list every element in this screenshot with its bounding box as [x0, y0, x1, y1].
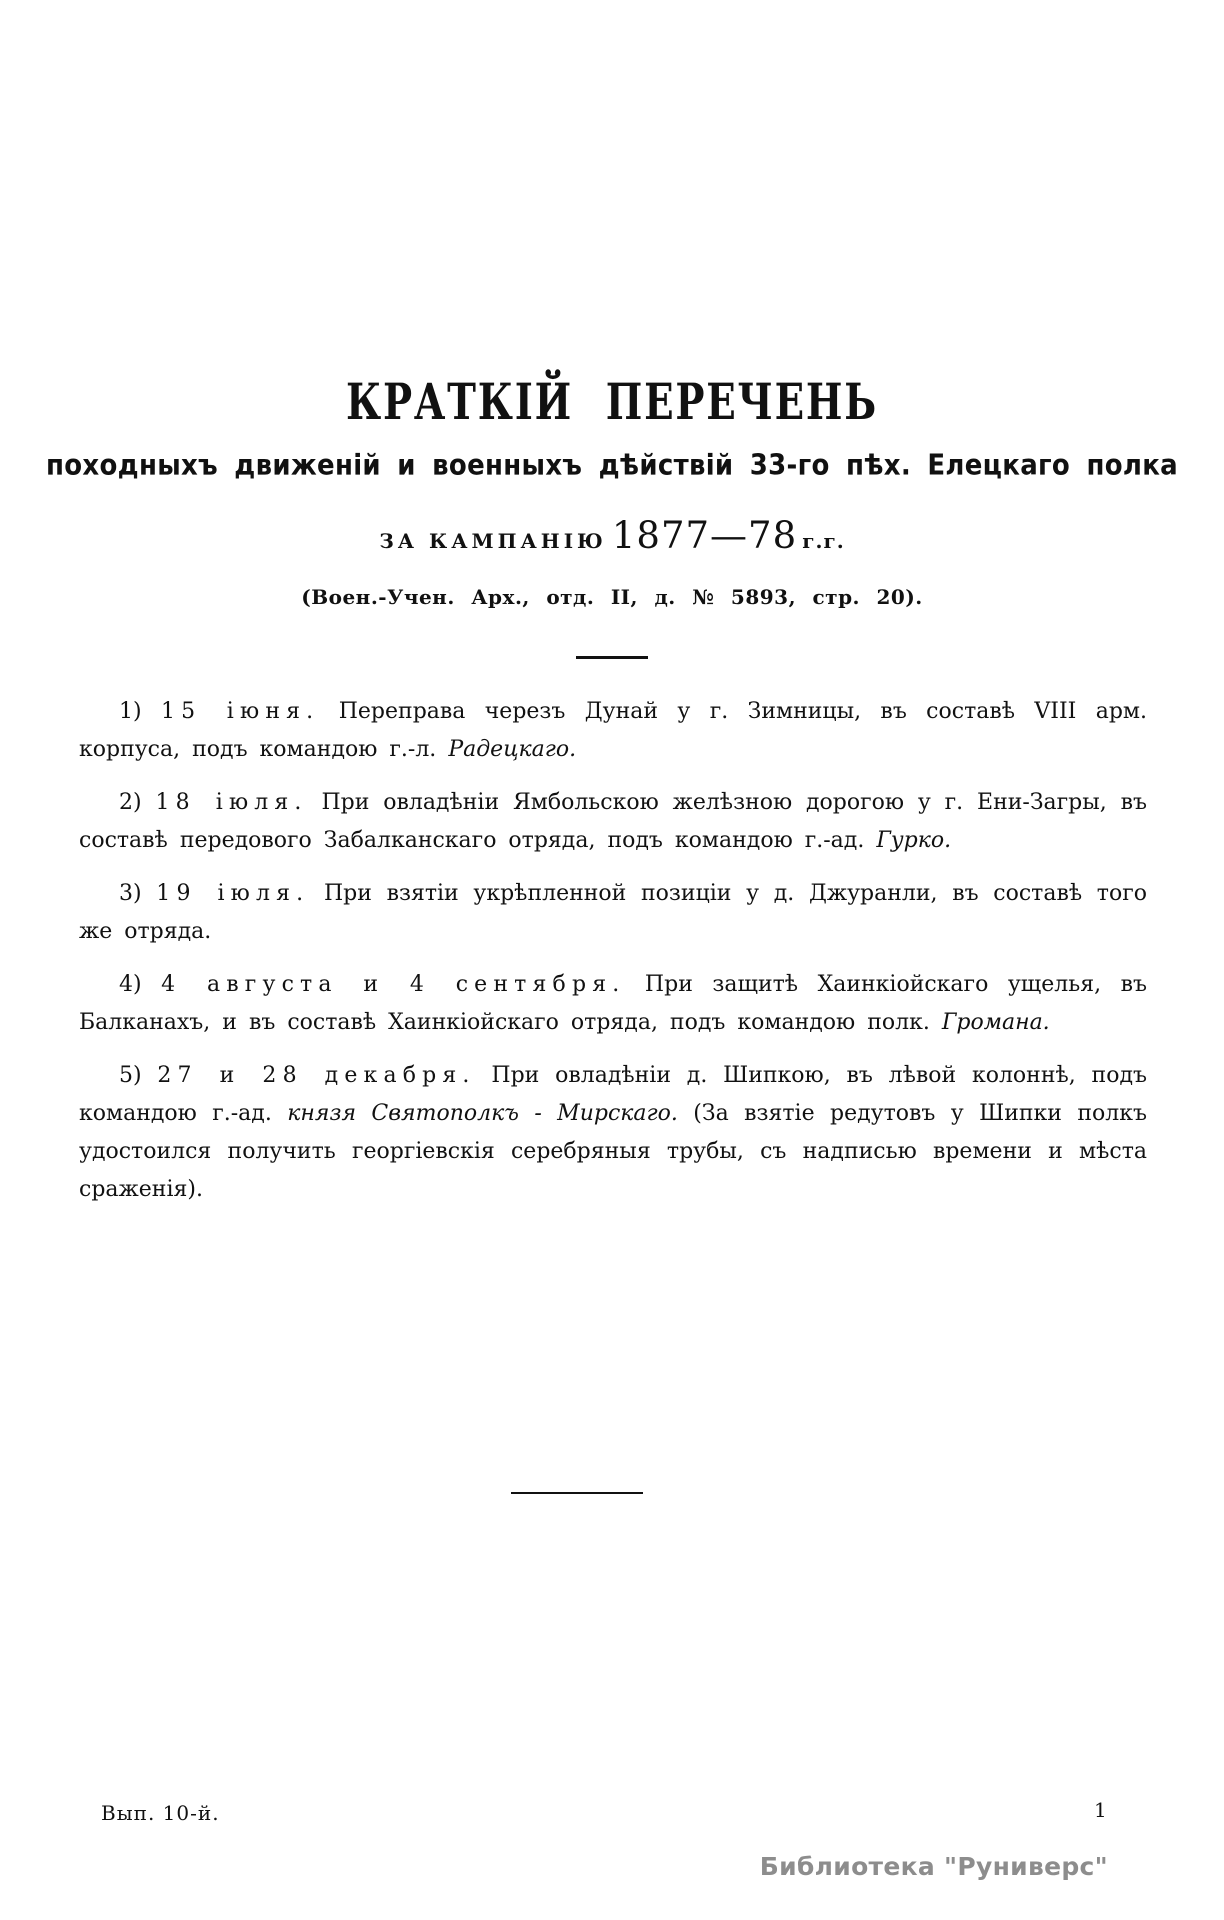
- item-number: 5): [119, 1063, 142, 1088]
- item-number: 1): [119, 699, 142, 724]
- item-number: 3): [119, 881, 142, 906]
- item-date: 4 августа и 4 сентября.: [161, 972, 626, 997]
- list-item-1: [79, 693, 1147, 769]
- item-commander-name: Громана.: [941, 1010, 1050, 1035]
- item-text: При защитѣ Хаинкіойскаго ущелья, въ Балканахъ, и въ составѣ Хаинкіойскаго отряда, подъ командою полк.: [79, 972, 1147, 1035]
- item-text: При взятіи укрѣпленной позиціи у д. Джуранли, въ составѣ того же отряда.: [79, 881, 1147, 944]
- divider-rule-top: [576, 656, 648, 659]
- item-number: 4): [119, 972, 142, 997]
- item-date: 19 іюля.: [156, 881, 310, 906]
- divider-rule-bottom: [511, 1492, 643, 1494]
- list-item-2: [79, 784, 1147, 860]
- item-text: При овладѣніи Ямбольскою желѣзною дорогою у г. Ени-Загры, въ составѣ передового Забалканскаго отряда, подъ командою г.-ад.: [79, 790, 1147, 853]
- list-item-5: [79, 1057, 1147, 1209]
- item-number: 2): [119, 790, 142, 815]
- document-body: [79, 693, 1147, 1224]
- list-item-4: [79, 966, 1147, 1042]
- item-text: Переправа черезъ Дунай у г. Зимницы, въ составѣ VIII арм. корпуса, подъ командою г.-л.: [79, 699, 1148, 762]
- library-watermark: Библиотека "Руниверс": [759, 1852, 1108, 1881]
- list-item-3: [79, 875, 1147, 951]
- campaign-line: [0, 514, 1224, 557]
- item-commander-name: князя Святополкъ - Мирскаго.: [287, 1101, 678, 1126]
- campaign-prefix: ЗА КАМПАНІЮ: [379, 529, 607, 553]
- item-text: При овладѣніи д. Шипкою, въ лѣвой колоннѣ, подъ командою г.-ад.: [79, 1063, 1147, 1126]
- campaign-suffix: г.г.: [802, 529, 845, 553]
- archive-reference: (Воен.-Учен. Арх., отд. II, д. № 5893, стр. 20).: [301, 585, 923, 609]
- item-date: 15 іюня.: [160, 699, 320, 724]
- edition-label: Вып. 10-й.: [101, 1801, 220, 1825]
- document-title: КРАТКІЙ ПЕРЕЧЕНЬ: [346, 374, 878, 432]
- campaign-years: 1877—78: [611, 514, 798, 557]
- page-number: 1: [1094, 1798, 1107, 1822]
- document-subtitle: походныхъ движеній и военныхъ дѣйствій 33-го пѣх. Елецкаго полка: [45, 449, 1179, 482]
- item-commander-name: Радецкаго.: [448, 737, 577, 762]
- item-date: 18 іюля.: [155, 790, 308, 815]
- item-commander-name: Гурко.: [876, 828, 952, 853]
- item-text-after: (За взятіе редутовъ у Шипки полкъ удостоился получить георгіевскія серебряныя трубы, съ надписью времени и мѣста сраженія).: [79, 1101, 1147, 1202]
- item-date: 27 и 28 декабря.: [157, 1063, 476, 1088]
